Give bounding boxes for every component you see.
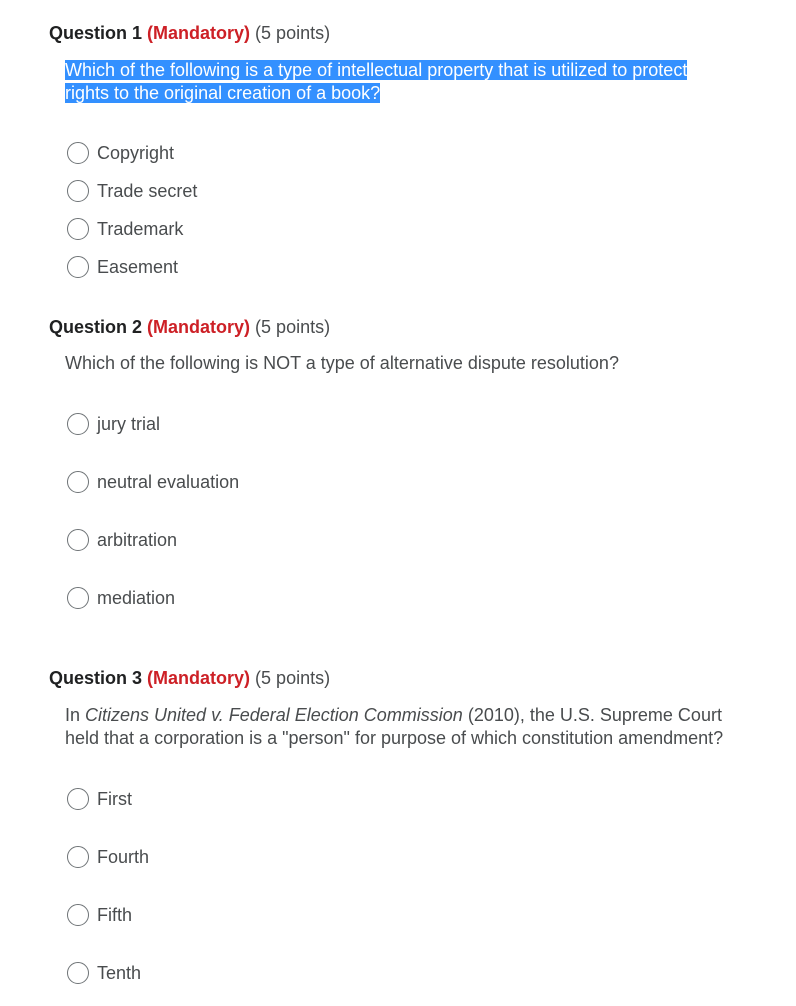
question-1-text-line-1: Which of the following is a type of intellectual property that is utilized to protect (65, 60, 688, 80)
question-1-number: Question 1 (49, 23, 143, 43)
question-3-option-tenth[interactable] (67, 960, 141, 986)
question-3-option-first[interactable] (67, 786, 132, 812)
question-3-header (49, 667, 330, 689)
question-1-points: (5 points) (255, 23, 331, 43)
question-2-option-arbitration[interactable] (67, 527, 177, 553)
question-1-option-copyright[interactable] (67, 140, 174, 166)
question-3-option-fourth[interactable] (67, 844, 149, 870)
question-2-option-mediation[interactable] (67, 585, 175, 611)
question-3-mandatory: (Mandatory) (147, 668, 251, 688)
radio-button[interactable] (67, 587, 89, 609)
radio-button[interactable] (67, 142, 89, 164)
option-label: arbitration (97, 530, 178, 550)
question-2-header (49, 316, 330, 338)
radio-button[interactable] (67, 180, 89, 202)
question-1-option-trademark[interactable] (67, 216, 183, 242)
radio-button[interactable] (67, 413, 89, 435)
question-1-text-line-2: rights to the original creation of a book? (65, 83, 381, 103)
question-2-option-neutral-evaluation[interactable] (67, 469, 239, 495)
question-1-option-easement[interactable] (67, 254, 178, 280)
question-3-text-rest: (2010), the U.S. Supreme Court (462, 705, 722, 725)
option-label: neutral evaluation (97, 472, 240, 492)
radio-button[interactable] (67, 218, 89, 240)
question-3-text (65, 704, 780, 750)
question-1-option-trade-secret[interactable] (67, 178, 197, 204)
option-label: Fourth (97, 847, 150, 867)
question-1-mandatory: (Mandatory) (147, 23, 251, 43)
question-3-option-fifth[interactable] (67, 902, 132, 928)
question-2-option-jury-trial[interactable] (67, 411, 160, 437)
option-label: mediation (97, 588, 176, 608)
question-3-text-prefix: In (65, 705, 86, 725)
radio-button[interactable] (67, 846, 89, 868)
question-2-number: Question 2 (49, 317, 143, 337)
option-label: Trade secret (97, 181, 198, 201)
radio-button[interactable] (67, 256, 89, 278)
radio-button[interactable] (67, 904, 89, 926)
question-2-text: Which of the following is NOT a type of alternative dispute resolution? (65, 353, 619, 373)
option-label: First (97, 789, 132, 809)
case-name: Citizens United v. Federal Election Commission (85, 705, 463, 725)
option-label: Copyright (97, 143, 175, 163)
question-2-mandatory: (Mandatory) (147, 317, 251, 337)
question-1-header (49, 22, 330, 44)
question-2-points: (5 points) (255, 317, 331, 337)
question-3-number: Question 3 (49, 668, 143, 688)
question-3-text-line-2: held that a corporation is a "person" for purpose of which constitution amendment? (65, 728, 724, 748)
option-label: Trademark (97, 219, 184, 239)
option-label: jury trial (97, 414, 161, 434)
option-label: Tenth (97, 963, 142, 983)
option-label: Fifth (97, 905, 133, 925)
radio-button[interactable] (67, 471, 89, 493)
radio-button[interactable] (67, 529, 89, 551)
question-3-points: (5 points) (255, 668, 331, 688)
option-label: Easement (97, 257, 179, 277)
question-1-text (65, 59, 780, 105)
radio-button[interactable] (67, 962, 89, 984)
radio-button[interactable] (67, 788, 89, 810)
